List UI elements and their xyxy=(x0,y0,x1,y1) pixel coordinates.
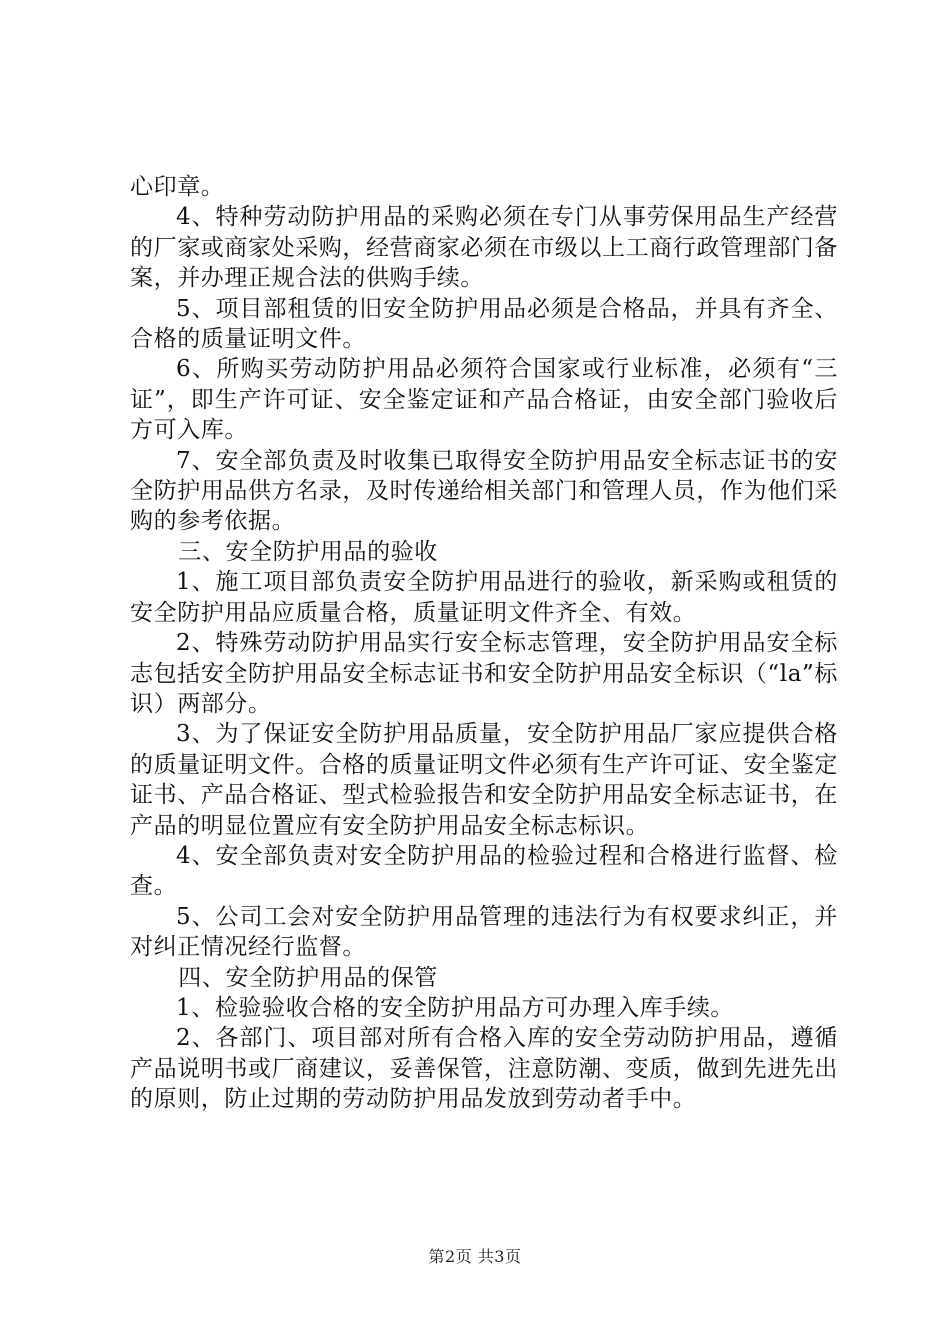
paragraph-storage-2: 2、各部门、项目部对所有合格入库的安全劳动防护用品，遵循产品说明书或厂商建议，妥善保管，注意防潮、变质，做到先进先出的原则，防止过期的劳动防护用品发放到劳动者手中。 xyxy=(130,1025,838,1113)
paragraph-acceptance-4: 4、安全部负责对安全防护用品的检验过程和合格进行监督、检查。 xyxy=(130,842,838,900)
paragraph-item-5: 5、项目部租赁的旧安全防护用品必须是合格品，并具有齐全、合格的质量证明文件。 xyxy=(130,295,838,353)
section-heading-acceptance: 三、安全防护用品的验收 xyxy=(178,538,438,565)
paragraph-item-4: 4、特种劳动防护用品的采购必须在专门从事劳保用品生产经营的厂家或商家处采购，经营商家必须在市级以上工商行政管理部门备案，并办理正规合法的供购手续。 xyxy=(130,204,838,292)
paragraph-acceptance-1: 1、施工项目部负责安全防护用品进行的验收，新采购或租赁的安全防护用品应质量合格，质量证明文件齐全、有效。 xyxy=(130,569,838,626)
document-body xyxy=(130,172,838,1115)
page-number-footer: 第2页 共3页 xyxy=(428,1247,522,1266)
paragraph-acceptance-2: 2、特殊劳动防护用品实行安全标志管理，安全防护用品安全标志包括安全防护用品安全标志证书和安全防护用品安全标识（“la”标识）两部分。 xyxy=(130,630,838,717)
section-heading-storage: 四、安全防护用品的保管 xyxy=(178,964,438,991)
paragraph-storage-1: 1、检验验收合格的安全防护用品方可办理入库手续。 xyxy=(176,994,735,1021)
paragraph-acceptance-3: 3、为了保证安全防护用品质量，安全防护用品厂家应提供合格的质量证明文件。合格的质量证明文件必须有生产许可证、安全鉴定证书、产品合格证、型式检验报告和安全防护用品安全标志证书，在产品的明显位置应有安全防护用品安全标志标识。 xyxy=(130,721,838,839)
paragraph-acceptance-5: 5、公司工会对安全防护用品管理的违法行为有权要求纠正，并对纠正情况经行监督。 xyxy=(130,903,838,961)
paragraph-item-6: 6、所购买劳动防护用品必须符合国家或行业标准，必须有“三证”，即生产许可证、安全鉴定证和产品合格证，由安全部门验收后方可入库。 xyxy=(130,356,838,444)
paragraph-item-7: 7、安全部负责及时收集已取得安全防护用品安全标志证书的安全防护用品供方名录，及时传递给相关部门和管理人员，作为他们采购的参考依据。 xyxy=(130,447,838,535)
paragraph-continuation: 心印章。 xyxy=(130,174,225,200)
